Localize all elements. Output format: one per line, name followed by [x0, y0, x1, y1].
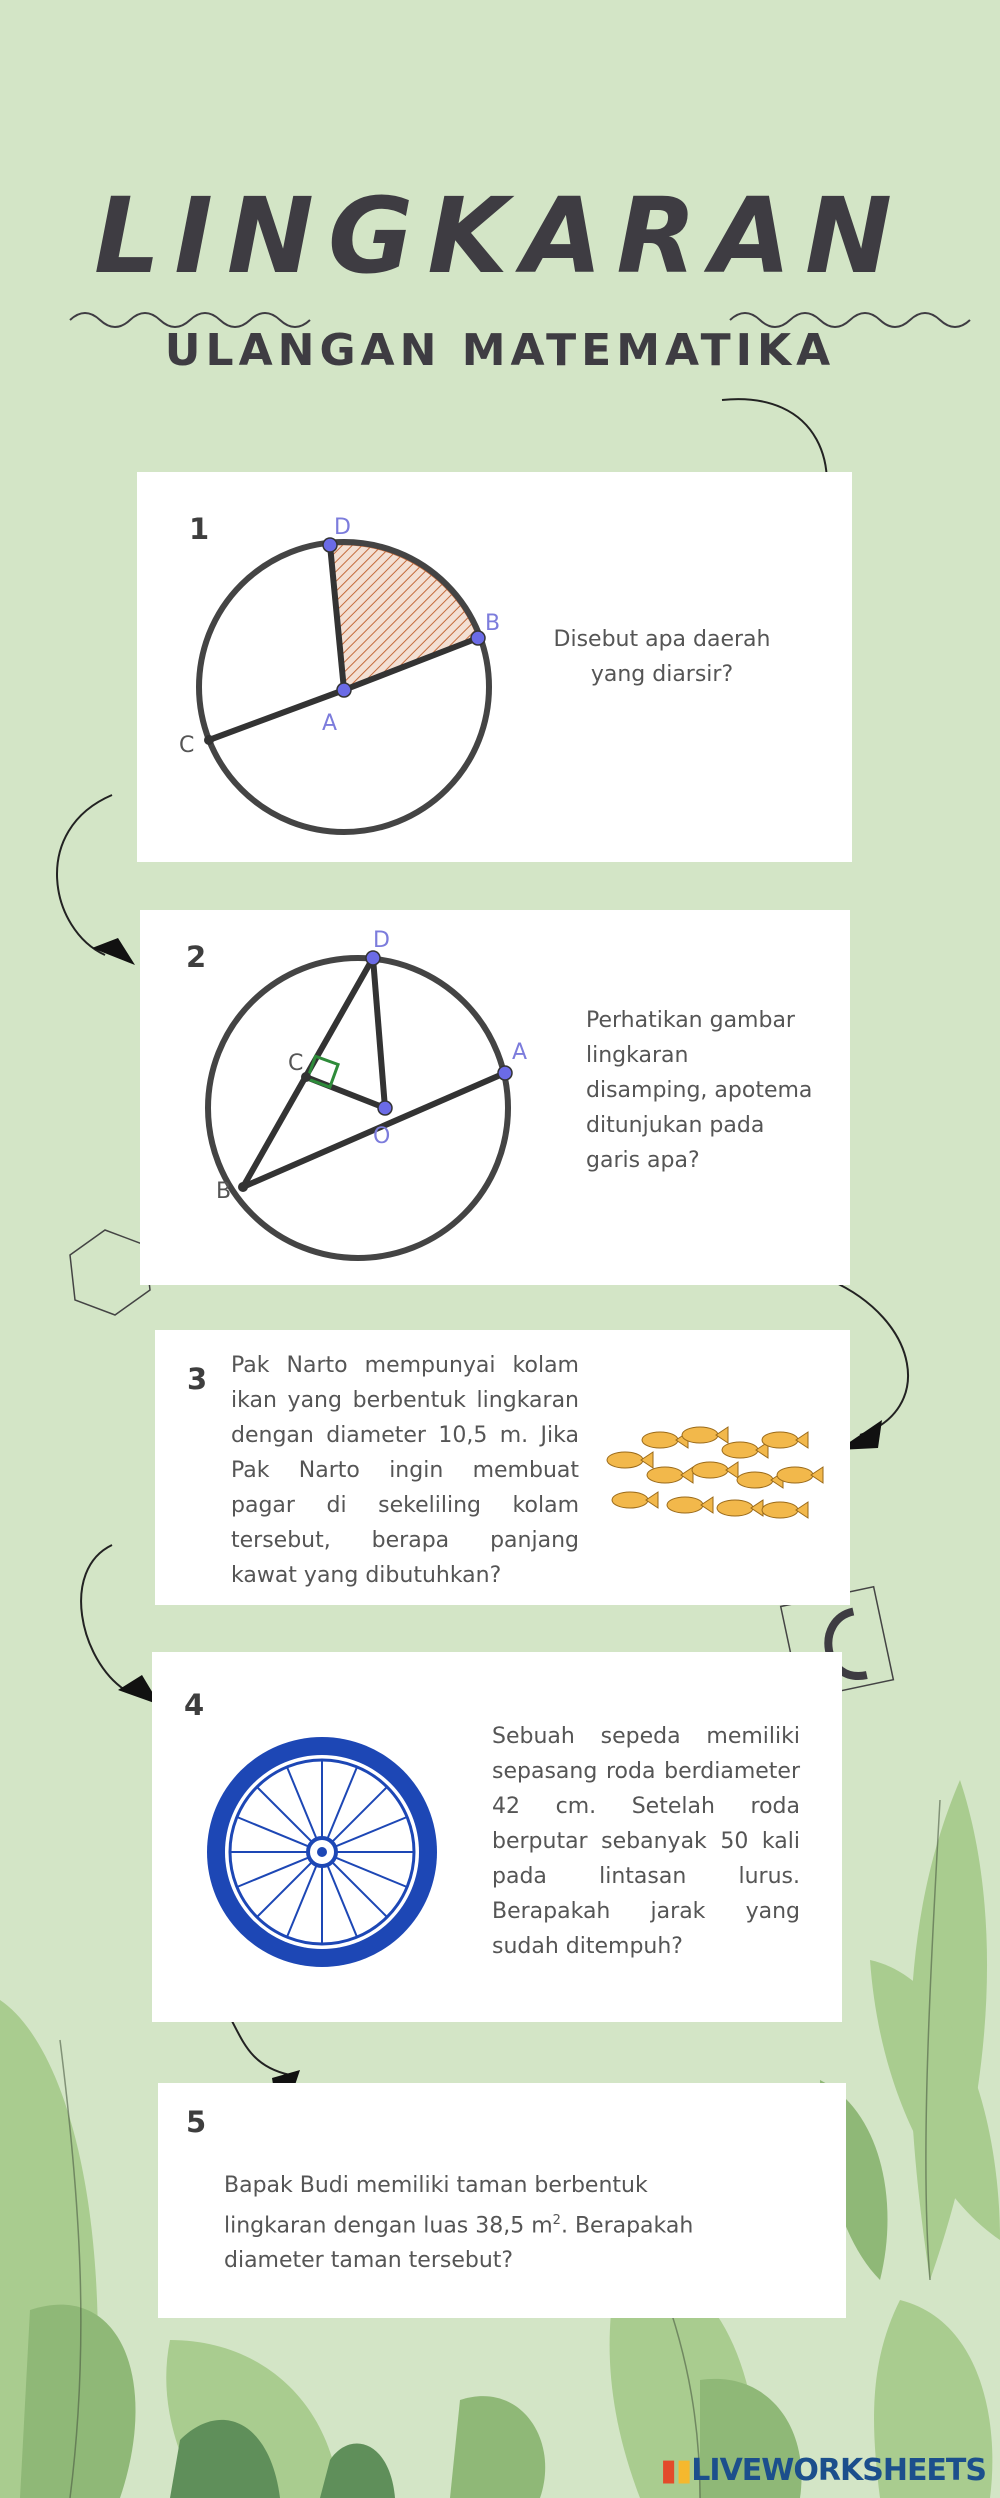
point-label-a: A: [322, 711, 338, 736]
question-card-3: [155, 1330, 850, 1605]
point-label-d: D: [334, 515, 351, 540]
question-number: 1: [189, 512, 210, 546]
page-subtitle: ULANGAN MATEMATIKA: [164, 325, 836, 376]
question-text: Disebut apa daerah yang diarsir?: [553, 627, 771, 687]
question-number: 3: [187, 1362, 208, 1396]
question-card-2: [140, 910, 850, 1285]
question-text: Perhatikan gambar lingkaran disamping, apotema ditunjukan pada garis apa?: [586, 1008, 813, 1173]
question-text: Bapak Budi memiliki taman berbentuk lingkaran dengan luas 38,5 $m^2$. Berapakah diameter taman tersebut?: [224, 2173, 694, 2274]
point-label-b: B: [216, 1179, 232, 1204]
point-label-c: C: [179, 733, 195, 758]
page-title: LINGKARAN: [93, 175, 907, 297]
question-number: 2: [186, 940, 207, 974]
point-label-o: O: [373, 1124, 391, 1149]
question-number: 5: [186, 2105, 207, 2139]
question-card-5: [158, 2083, 846, 2318]
circle-sector-diagram: [177, 512, 501, 832]
bicycle-wheel-image: [202, 1732, 442, 1972]
liveworksheets-logo[interactable]: ▮▮LIVEWORKSHEETS: [660, 2453, 986, 2488]
point-label-c: C: [288, 1051, 304, 1076]
question-card-4: [152, 1652, 842, 2022]
circle-apothem-diagram: [190, 925, 528, 1280]
question-text: Pak Narto mempunyai kolam ikan yang berbentuk lingkaran dengan diameter 10,5 m. Jika Pak Narto ingin membuat pagar di sekeliling kolam tersebut, berapa panjang kawat yang dibutuhkan?: [231, 1353, 579, 1588]
point-label-b: B: [485, 611, 501, 636]
question-number: 4: [184, 1688, 205, 1722]
point-label-d: D: [373, 928, 390, 953]
question-card-1: [137, 472, 852, 862]
point-label-a: A: [512, 1040, 528, 1065]
fish-school-image: [605, 1420, 835, 1530]
question-text: Sebuah sepeda memiliki sepasang roda berdiameter 42 cm. Setelah roda berputar sebanyak 50 kali pada lintasan lurus. Berapakah jarak yang sudah ditempuh?: [492, 1724, 800, 1959]
